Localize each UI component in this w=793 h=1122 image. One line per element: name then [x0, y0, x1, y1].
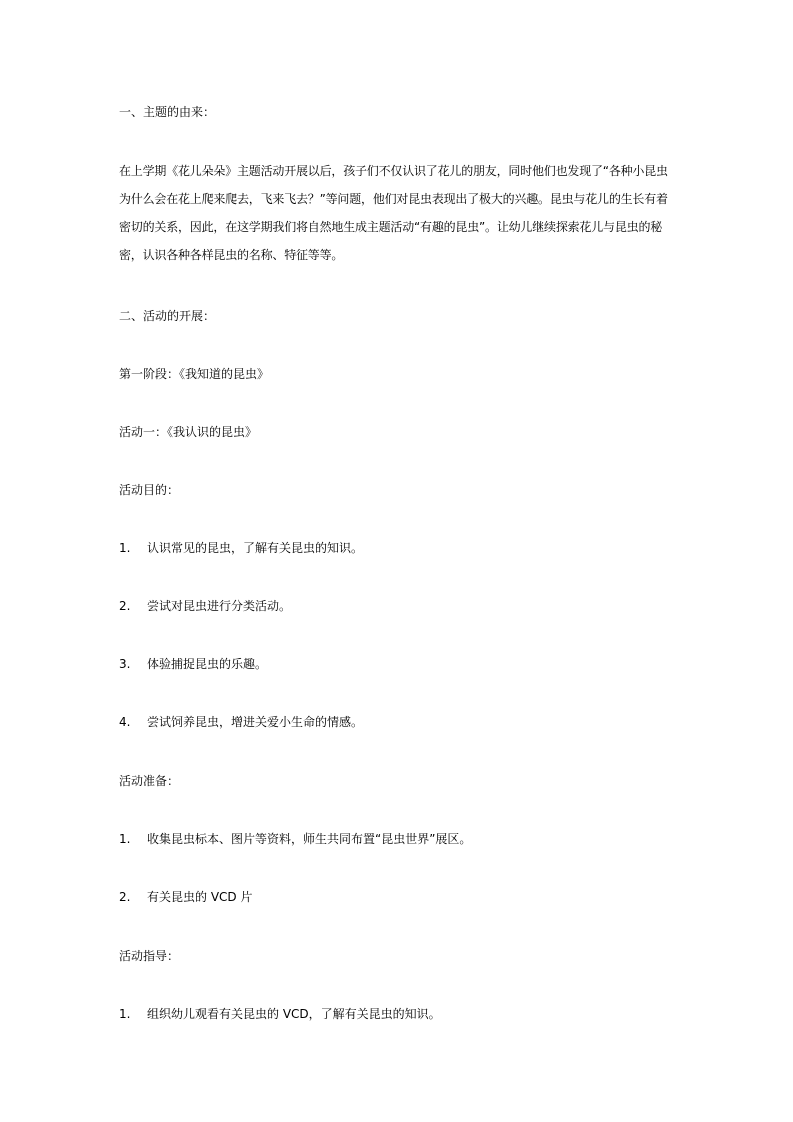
list-number: 3.	[119, 657, 131, 671]
list-number: 1.	[119, 541, 131, 555]
list-item	[119, 1006, 441, 1022]
list-item	[119, 540, 363, 556]
goals-heading: 活动目的：	[119, 483, 180, 497]
guide-heading: 活动指导：	[119, 949, 180, 963]
list-text: 尝试饲养昆虫，增进关爱小生命的情感。	[147, 715, 364, 729]
list-item	[119, 831, 471, 847]
stage-one-title: 第一阶段：《我知道的昆虫》	[119, 367, 270, 381]
section-heading-origin: 一、主题的由来：	[119, 105, 216, 119]
list-text: 尝试对昆虫进行分类活动。	[147, 599, 292, 613]
list-number: 1.	[119, 832, 131, 846]
list-text: 收集昆虫标本、图片等资料，师生共同布置“昆虫世界”展区。	[147, 832, 472, 846]
list-text: 有关昆虫的 VCD 片	[147, 890, 253, 904]
section-heading-activities: 二、活动的开展：	[119, 309, 216, 323]
list-number: 2.	[119, 599, 131, 613]
prep-heading: 活动准备：	[119, 774, 180, 788]
list-number: 4.	[119, 715, 131, 729]
list-item	[119, 714, 363, 730]
list-number: 2.	[119, 890, 131, 904]
list-text: 体验捕捉昆虫的乐趣。	[147, 657, 268, 671]
list-item	[119, 889, 252, 905]
list-item	[119, 656, 267, 672]
list-number: 1.	[119, 1007, 131, 1021]
origin-paragraph: 在上学期《花儿朵朵》主题活动开展以后，孩子们不仅认识了花儿的朋友，同时他们也发现了“各种小昆虫为什么会在花上爬来爬去，飞来飞去？”等问题，他们对昆虫表现出了极大的兴趣。昆虫与花儿的生长有着密切的关系，因此，在这学期我们将自然地生成主题活动“有趣的昆虫”。让幼儿继续探索花儿与昆虫的秘密，认识各种各样昆虫的名称、特征等等。	[119, 164, 668, 262]
list-text: 组织幼儿观看有关昆虫的 VCD，了解有关昆虫的知识。	[147, 1007, 441, 1021]
list-text: 认识常见的昆虫，了解有关昆虫的知识。	[147, 541, 364, 555]
activity-one-title: 活动一：《我认识的昆虫》	[119, 425, 258, 439]
list-item	[119, 598, 291, 614]
